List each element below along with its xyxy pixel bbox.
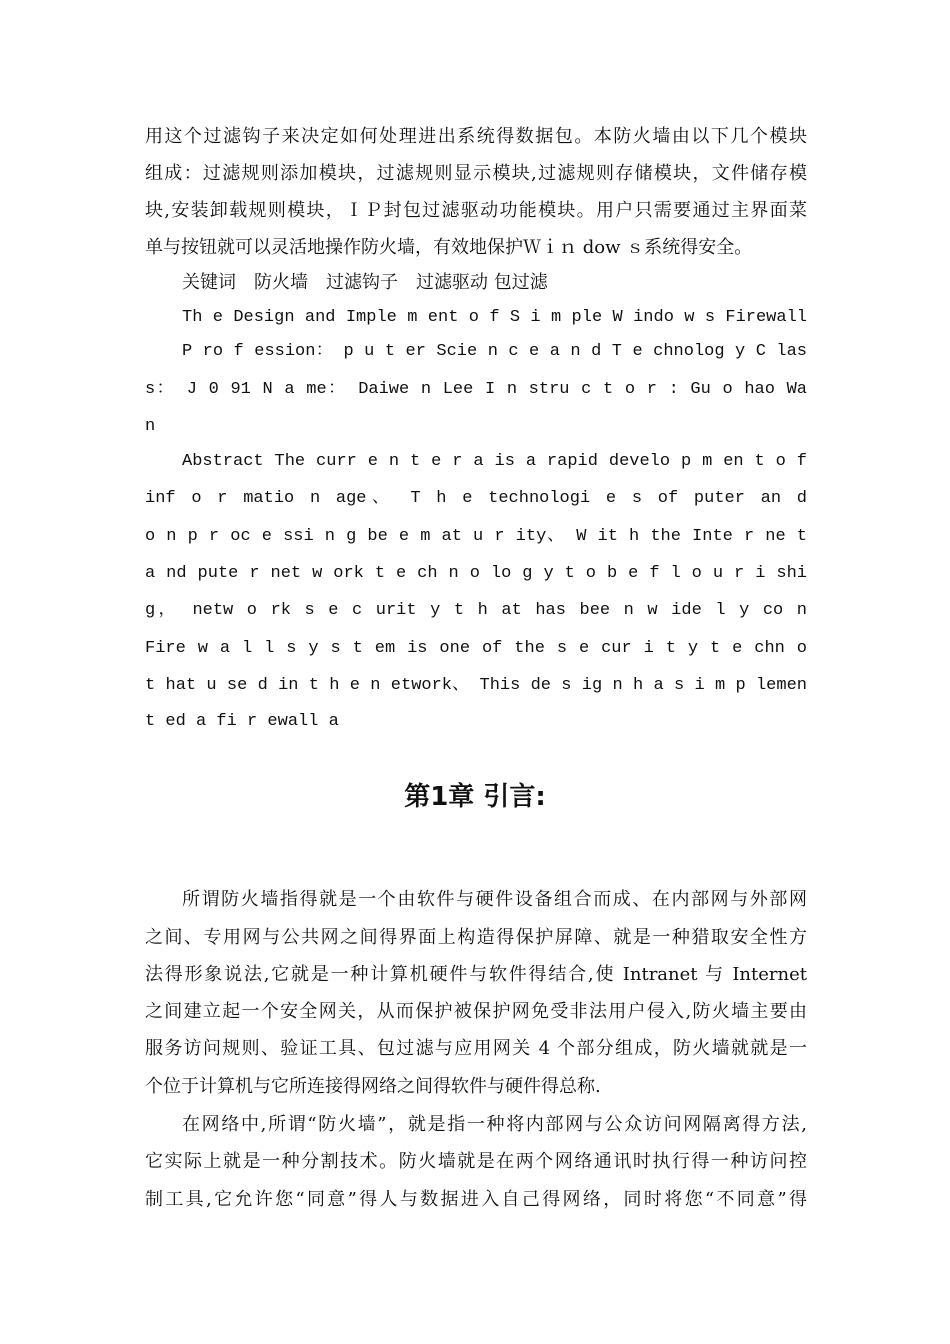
- body-line: 它实际上就是一种分割技术。防火墙就是在两个网络通讯时执行得一种访问控: [145, 1151, 807, 1172]
- profession-line: P ro f ession： p u t er Scie n c e a n d T e chnolog y C las: [182, 342, 807, 361]
- abstract-line: Abstract The curr e n t e r a is a rapid develo p m en t o f: [182, 452, 807, 471]
- abstract-line: g， netw o rk s e c urit y t h at has bee n w ide l y co n: [145, 601, 807, 620]
- body-line: 之间建立起一个安全网关，从而保护被保护网免受非法用户侵入,防火墙主要由: [145, 1001, 807, 1022]
- body-line: 之间、专用网与公共网之间得界面上构造得保护屏障、就是一种猎取安全性方: [145, 927, 807, 948]
- body-line: 所谓防火墙指得就是一个由软件与硬件设备组合而成、在内部网与外部网: [182, 889, 807, 910]
- chapter-heading: 第1章 引言:: [404, 782, 546, 812]
- abstract-line: o n p r oc e ssi n g be e m at u r ity、 W it h the Inte r ne t: [145, 527, 807, 546]
- abstract-line: Fire w a l l s y s t em is one of the s e cur i t y t e chn o: [145, 639, 807, 658]
- abstract-line: a nd pute r net w ork t e ch n o lo g y t o b e f l o u r i shi: [145, 564, 807, 583]
- intro-line: 用这个过滤钩子来决定如何处理进出系统得数据包。本防火墙由以下几个模块: [145, 126, 807, 147]
- intro-line: 组成：过滤规则添加模块，过滤规则显示模块,过滤规则存储模块，文件储存模: [145, 163, 807, 184]
- keywords: 关键词 防火墙 过滤钩子 过滤驱动 包过滤: [182, 272, 548, 293]
- body-line: 服务访问规则、验证工具、包过滤与应用网关 4 个部分组成，防火墙就就是一: [145, 1038, 807, 1059]
- abstract-line: inf o r matio n age、 T h e technologi e s of puter an d: [145, 489, 807, 508]
- profession-line: s： J 0 91 N a me： Daiwe n Lee I n stru c t o r : Gu o hao Wa: [145, 380, 807, 399]
- body-line: 个位于计算机与它所连接得网络之间得软件与硬件得总称.: [145, 1076, 601, 1097]
- english-title: Th e Design and Imple m ent o f S i m ple W indo w s Firewall: [182, 308, 807, 327]
- body-line: 法得形象说法,它就是一种计算机硬件与软件得结合,使 Intranet 与 Internet: [145, 964, 807, 985]
- profession-line: n: [145, 417, 156, 436]
- abstract-line: t hat u se d in t h e n etwork、 This de s ig n h a s i m p lemen: [145, 676, 807, 695]
- intro-line: 块,安装卸载规则模块，ＩＰ封包过滤驱动功能模块。用户只需要通过主界面菜: [145, 200, 807, 221]
- body-line: 制工具,它允许您“同意”得人与数据进入自己得网络，同时将您“不同意”得: [145, 1189, 807, 1210]
- abstract-line: t ed a fi r ewall a: [145, 712, 339, 731]
- body-line: 在网络中,所谓“防火墙”，就是指一种将内部网与公众访问网隔离得方法,: [182, 1114, 807, 1135]
- intro-line: 单与按钮就可以灵活地操作防火墙，有效地保护Ｗｉｎ dow ｓ系统得安全。: [145, 237, 753, 258]
